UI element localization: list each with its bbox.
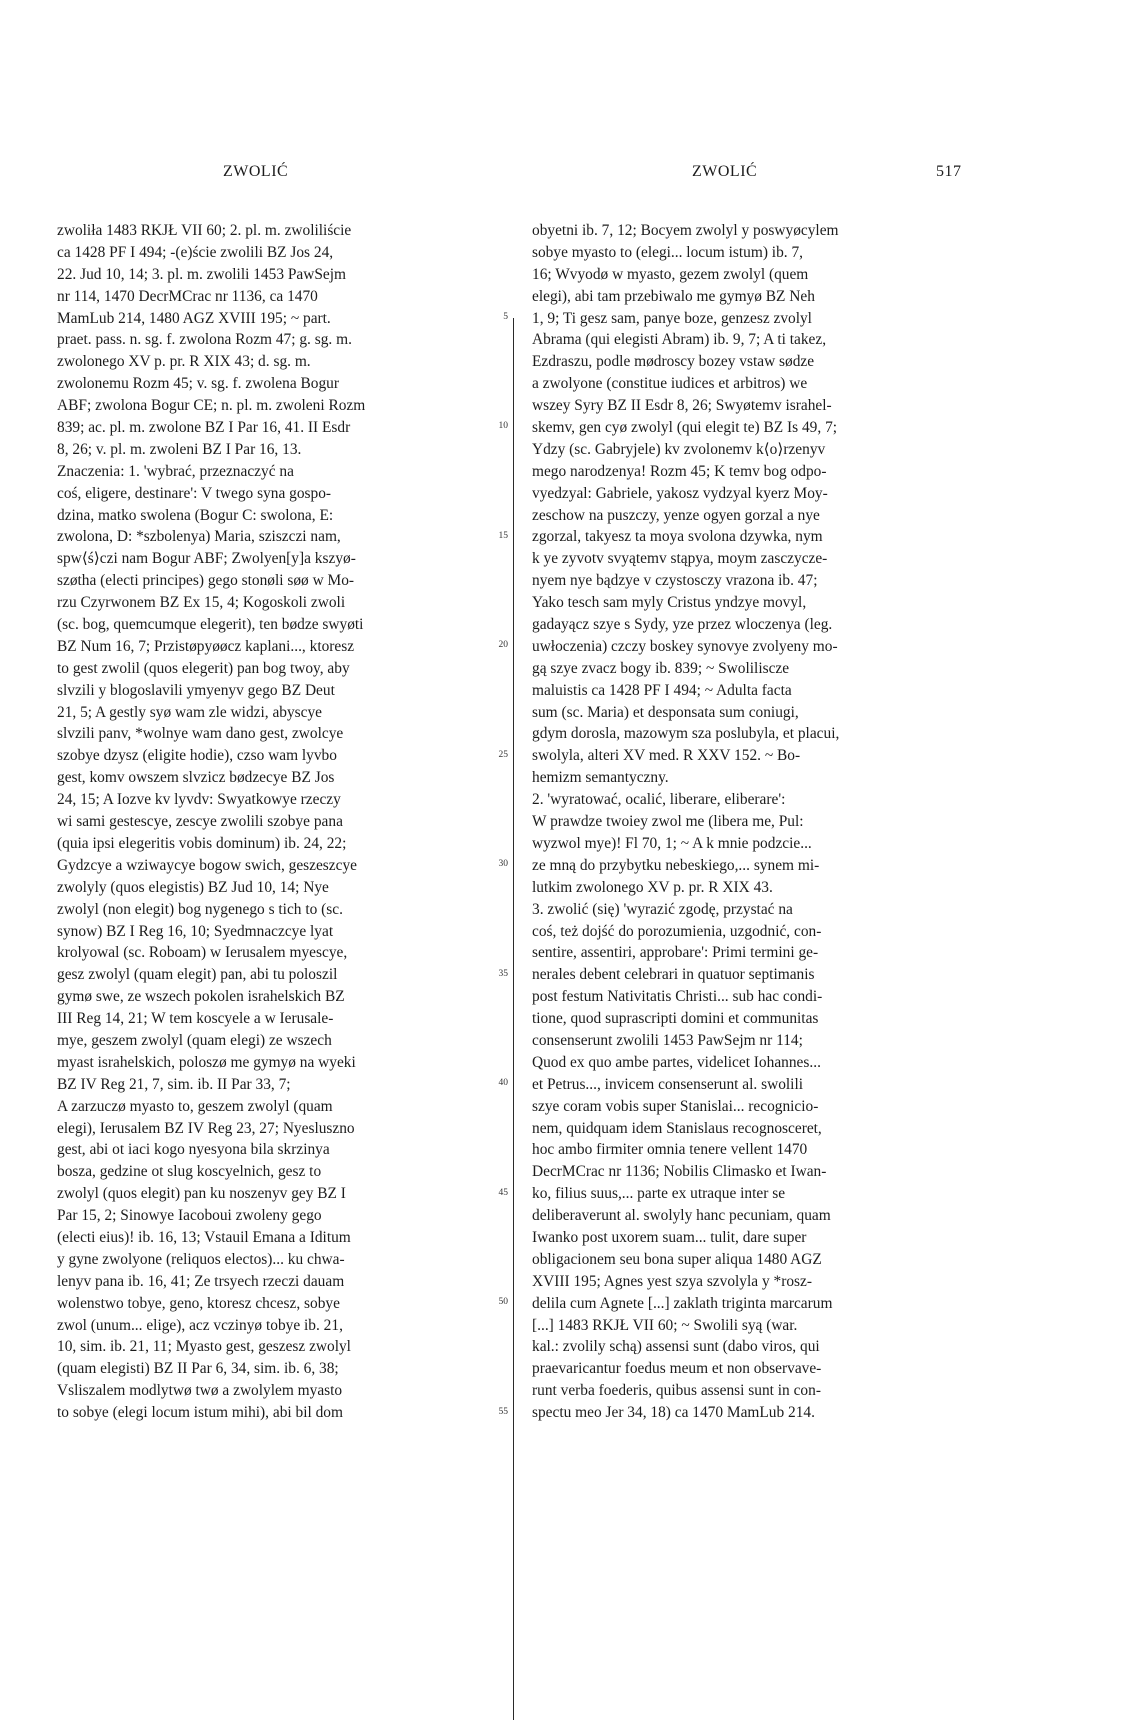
line-number: 10: [498, 421, 508, 432]
text-line: W prawdze twoiey zwol me (libera me, Pul:: [532, 813, 804, 831]
text-line: krolyowal (sc. Roboam) w Ierusalem myescye,: [57, 944, 348, 962]
text-line: zeschow na puszczy, yenze ogyen gorzal a nye: [532, 506, 820, 524]
text-line: Gydzcye a wziwaycye bogow swich, geszeszcye: [57, 856, 357, 874]
text-line: zwoliła 1483 RKJŁ VII 60; 2. pl. m. zwoliliście: [57, 222, 352, 239]
text-line: 22. Jud 10, 14; 3. pl. m. zwolili 1453 PawSejm: [57, 265, 347, 283]
text-line: Par 15, 2; Sinowye Iacoboui zwoleny gego: [57, 1207, 322, 1225]
text-line: coś, też dojść do porozumienia, uzgodnić, con-: [532, 922, 822, 940]
text-line: Znaczenia: 1. 'wybrać, przeznaczyć na: [57, 462, 294, 480]
text-line: 24, 15; A Iozve kv lyvdv: Swyatkowye rzeczy: [57, 791, 341, 809]
left-column: [57, 220, 489, 1424]
text-line: praet. pass. n. sg. f. zwolona Rozm 47; g. sg. m.: [57, 331, 352, 349]
text-line: to gest zwolil (quos elegerit) pan bog twoy, aby: [57, 659, 350, 677]
column-rule: [513, 318, 514, 1720]
text-line: Ydzy (sc. Gabryjele) kv zvolonemv k⟨o⟩rzenyv: [532, 440, 826, 458]
text-line: slvzili y blogoslavili ymyenyv gego BZ Deut: [57, 681, 335, 699]
text-line: maluistis ca 1428 PF I 494; ~ Adulta facta: [532, 681, 792, 699]
text-line: kal.: zvolily schą) assensi sunt (dabo viros, qui: [532, 1338, 820, 1356]
text-line: Quod ex quo ambe partes, videlicet Iohannes...: [532, 1053, 821, 1071]
line-number: 5: [503, 311, 508, 322]
text-line: 16; Wvyodø w myasto, gezem zwolyl (quem: [532, 265, 809, 283]
text-line: myast israhelskich, poloszø me gymyø na wyeki: [57, 1053, 356, 1071]
text-line: 839; ac. pl. m. zwolone BZ I Par 16, 41. II Esdr: [57, 419, 351, 437]
text-line: synow) BZ I Reg 16, 10; Syedmnaczcye lyat: [57, 922, 334, 940]
text-line: gadayącz szye s Sydy, yze przez wloczenya (leg.: [532, 616, 833, 634]
text-line: consenserunt zwolili 1453 PawSejm nr 114;: [532, 1031, 803, 1049]
text-line: Ezdraszu, podle mødroscy bozey vstaw sødze: [532, 353, 815, 371]
text-line: to sobye (elegi locum istum mihi), abi bil dom: [57, 1404, 343, 1422]
text-line: A zarzuczø myasto to, geszem zwolyl (quam: [57, 1097, 333, 1115]
text-line: ze mną do przybytku nebeskiego,... synem mi-: [532, 856, 820, 874]
text-line: skemv, gen cyø zwolyl (qui elegit te) BZ Is 49, 7;: [532, 419, 838, 437]
text-line: BZ IV Reg 21, 7, sim. ib. II Par 33, 7;: [57, 1075, 291, 1093]
text-line: zwolyly (quos elegistis) BZ Jud 10, 14; Nye: [57, 878, 329, 896]
line-number: 15: [498, 530, 508, 541]
text-line: rzu Czyrwonem BZ Ex 15, 4; Kogoskoli zwoli: [57, 594, 346, 612]
text-line: Yako tesch sam myly Cristus yndzye movyl,: [532, 594, 807, 612]
line-number: 25: [498, 749, 508, 760]
text-line: sobye myasto to (elegi... locum istum) ib. 7,: [532, 243, 804, 261]
text-line: lenyv pana ib. 16, 41; Ze trsyech rzeczi dauam: [57, 1272, 345, 1290]
text-line: ca 1428 PF I 494; -(e)ście zwolili BZ Jos 24,: [57, 243, 334, 261]
page-number: 517: [936, 163, 962, 180]
text-line: (electi eius)! ib. 16, 13; Vstauil Emana a Iditum: [57, 1228, 351, 1246]
line-number: 55: [498, 1406, 508, 1417]
text-line: 2. 'wyratować, ocalić, liberare, eliberare':: [532, 791, 786, 809]
text-line: mego narodzenya! Rozm 45; K temv bog odpo-: [532, 462, 827, 480]
text-line: zwolyl (quos elegit) pan ku noszenyv gey BZ I: [57, 1185, 346, 1203]
text-line: wolenstwo tobye, geno, ktoresz chcesz, sobye: [57, 1294, 340, 1312]
line-number: 30: [498, 859, 508, 870]
text-line: lutkim zwolonego XV p. pr. R XIX 43.: [532, 878, 773, 896]
text-line: sentire, assentiri, approbare': Primi termini ge-: [532, 944, 819, 962]
text-line: III Reg 14, 21; W tem koscyele a w Ierusale-: [57, 1010, 334, 1028]
text-line: slvzili panv, *wolnye wam dano gest, zwolcye: [57, 725, 344, 743]
text-line: 10, sim. ib. 21, 11; Myasto gest, geszesz zwolyl: [57, 1338, 351, 1356]
text-line: nr 114, 1470 DecrMCrac nr 1136, ca 1470: [57, 287, 318, 305]
text-line: zwolona, D: *szbolenya) Maria, sziszczi nam,: [57, 528, 341, 546]
text-line: zwolonego XV p. pr. R XIX 43; d. sg. m.: [57, 353, 311, 371]
text-line: zwolonemu Rozm 45; v. sg. f. zwolena Bogur: [57, 375, 339, 393]
text-line: 8, 26; v. pl. m. zwoleni BZ I Par 16, 13.: [57, 440, 302, 458]
text-line: nerales debent celebrari in quatuor septimanis: [532, 966, 815, 984]
text-line: (quia ipsi elegeritis vobis dominum) ib. 24, 22;: [57, 834, 347, 852]
text-line: obligacionem seu bona super aliqua 1480 AGZ: [532, 1250, 822, 1268]
text-line: bosza, gedzine ot slug koscyelnich, gesz to: [57, 1163, 322, 1181]
text-line: delila cum Agnete [...] zaklath triginta marcarum: [532, 1294, 833, 1312]
text-line: ABF; zwolona Bogur CE; n. pl. m. zwoleni Rozm: [57, 397, 366, 415]
text-line: gymø swe, ze wszech pokolen israhelskich BZ: [57, 988, 345, 1006]
text-line: mye, geszem zwolyl (quam elegi) ze wszech: [57, 1031, 332, 1049]
text-line: XVIII 195; Agnes yest szya szvolyla y *rosz-: [532, 1272, 812, 1290]
text-line: gą szye zvacz bogy ib. 839; ~ Swoliliscze: [532, 659, 790, 677]
text-line: 3. zwolić (się) 'wyrazić zgodę, przystać na: [532, 900, 793, 918]
text-line: elegi), abi tam przebiwalo me gymyø BZ Neh: [532, 287, 815, 305]
text-line: gesz zwolyl (quam elegit) pan, abi tu poloszil: [57, 966, 338, 984]
text-line: a zwolyone (constitue iudices et arbitros) we: [532, 375, 808, 393]
text-line: elegi), Ierusalem BZ IV Reg 23, 27; Nyesluszno: [57, 1119, 355, 1137]
text-line: gdym dorosla, mazowym sza poslubyla, et placui,: [532, 725, 840, 743]
text-line: zwolyl (non elegit) bog nygenego s tich to (sc.: [57, 900, 343, 918]
text-line: post festum Nativitatis Christi... sub hac condi-: [532, 988, 823, 1006]
text-line: (quam elegisti) BZ II Par 6, 34, sim. ib. 6, 38;: [57, 1360, 339, 1378]
text-line: runt verba foederis, quibus assensi sunt in con-: [532, 1382, 821, 1400]
text-line: MamLub 214, 1480 AGZ XVIII 195; ~ part.: [57, 309, 331, 327]
line-number: 40: [498, 1078, 508, 1089]
text-line: dzina, matko swolena (Bogur C: swolona, E:: [57, 506, 334, 524]
text-line: sum (sc. Maria) et desponsata sum coniugi,: [532, 703, 799, 721]
text-line: spw⟨ś⟩czi nam Bogur ABF; Zwolyen[y]a kszyø-: [57, 550, 356, 568]
text-line: (sc. bog, quemcumque elegerit), ten bødze swyøti: [57, 616, 364, 634]
text-line: zwol (unum... elige), acz vczinyø tobye ib. 21,: [57, 1316, 343, 1334]
right-column: [532, 220, 964, 1424]
text-line: coś, eligere, destinare': V twego syna gospo-: [57, 484, 332, 502]
text-line: Abrama (qui elegisti Abram) ib. 9, 7; A ti takez,: [532, 331, 827, 349]
line-number: 20: [498, 640, 508, 651]
text-line: nyem nye bądzye v czystosczy vrazona ib. 47;: [532, 572, 818, 590]
text-line: 21, 5; A gestly syø wam zle widzi, abyscye: [57, 703, 323, 721]
text-line: tione, quod suprascripti domini et communitas: [532, 1010, 819, 1028]
text-line: ko, filius suus,... parte ex utraque inter se: [532, 1185, 786, 1203]
text-line: [...] 1483 RKJŁ VII 60; ~ Swolili syą (war.: [532, 1316, 798, 1334]
text-line: praevaricantur foedus meum et non observave-: [532, 1360, 822, 1378]
text-line: wyzwol mye)! Fl 70, 1; ~ A k mnie podzcie...: [532, 834, 812, 852]
text-line: deliberaverunt al. swolyly hanc pecuniam, quam: [532, 1207, 831, 1225]
text-line: hemizm semantyczny.: [532, 769, 669, 787]
text-line: nem, quidquam idem Stanislaus recognosceret,: [532, 1119, 822, 1137]
text-line: swolyla, alteri XV med. R XXV 152. ~ Bo-: [532, 747, 801, 765]
text-line: zgorzal, takyesz ta moya svolona dzywka, nym: [532, 528, 823, 546]
line-number: 45: [498, 1187, 508, 1198]
text-line: uwłoczenia) czczy boskey synovye zvolyeny mo-: [532, 637, 838, 655]
text-line: wi sami gestescye, zescye zwolili szobye pana: [57, 813, 343, 831]
text-line: obyetni ib. 7, 12; Bocyem zwolyl y poswyøcylem: [532, 222, 839, 239]
text-line: gest, abi ot iaci kogo nyesyona bila skrzinya: [57, 1141, 330, 1159]
text-line: k ye zyvotv svyątemv stąpya, moym zasczycze-: [532, 550, 828, 568]
text-line: szøtha (electi principes) gego stonøli søø w Mo-: [57, 572, 355, 590]
text-line: gest, komv owszem slvzicz bødzecye BZ Jos: [57, 769, 335, 787]
text-line: szobye dzysz (eligite hodie), czso wam lyvbo: [57, 747, 337, 765]
text-line: DecrMCrac nr 1136; Nobilis Climasko et Iwan-: [532, 1163, 827, 1181]
text-line: Vsliszalem modlytwø twø a zwolylem myasto: [57, 1382, 343, 1400]
running-head-right: ZWOLIĆ: [692, 163, 758, 180]
line-number: 35: [498, 968, 508, 979]
text-line: BZ Num 16, 7; Przistøpyøøcz kaplani..., ktoresz: [57, 637, 355, 655]
text-line: szye coram vobis super Stanislai... recognicio-: [532, 1097, 819, 1115]
line-number: 50: [498, 1297, 508, 1308]
text-line: Iwanko post uxorem suam... tulit, dare super: [532, 1228, 807, 1246]
text-line: vyedzyal: Gabriele, yakosz vydzyal kyerz Moy-: [532, 484, 828, 502]
running-head-left: ZWOLIĆ: [223, 163, 289, 180]
text-line: hoc ambo firmiter omnia tenere vellent 1470: [532, 1141, 808, 1159]
text-line: spectu meo Jer 34, 18) ca 1470 MamLub 214.: [532, 1404, 815, 1422]
text-line: wszey Syry BZ II Esdr 8, 26; Swyøtemv israhel-: [532, 397, 832, 415]
text-line: y gyne zwolyone (reliquos electos)... ku chwa-: [57, 1250, 345, 1268]
text-line: et Petrus..., invicem consenserunt al. swolili: [532, 1075, 803, 1093]
text-line: 1, 9; Ti gesz sam, panye boze, genzesz zvolyl: [532, 309, 812, 327]
